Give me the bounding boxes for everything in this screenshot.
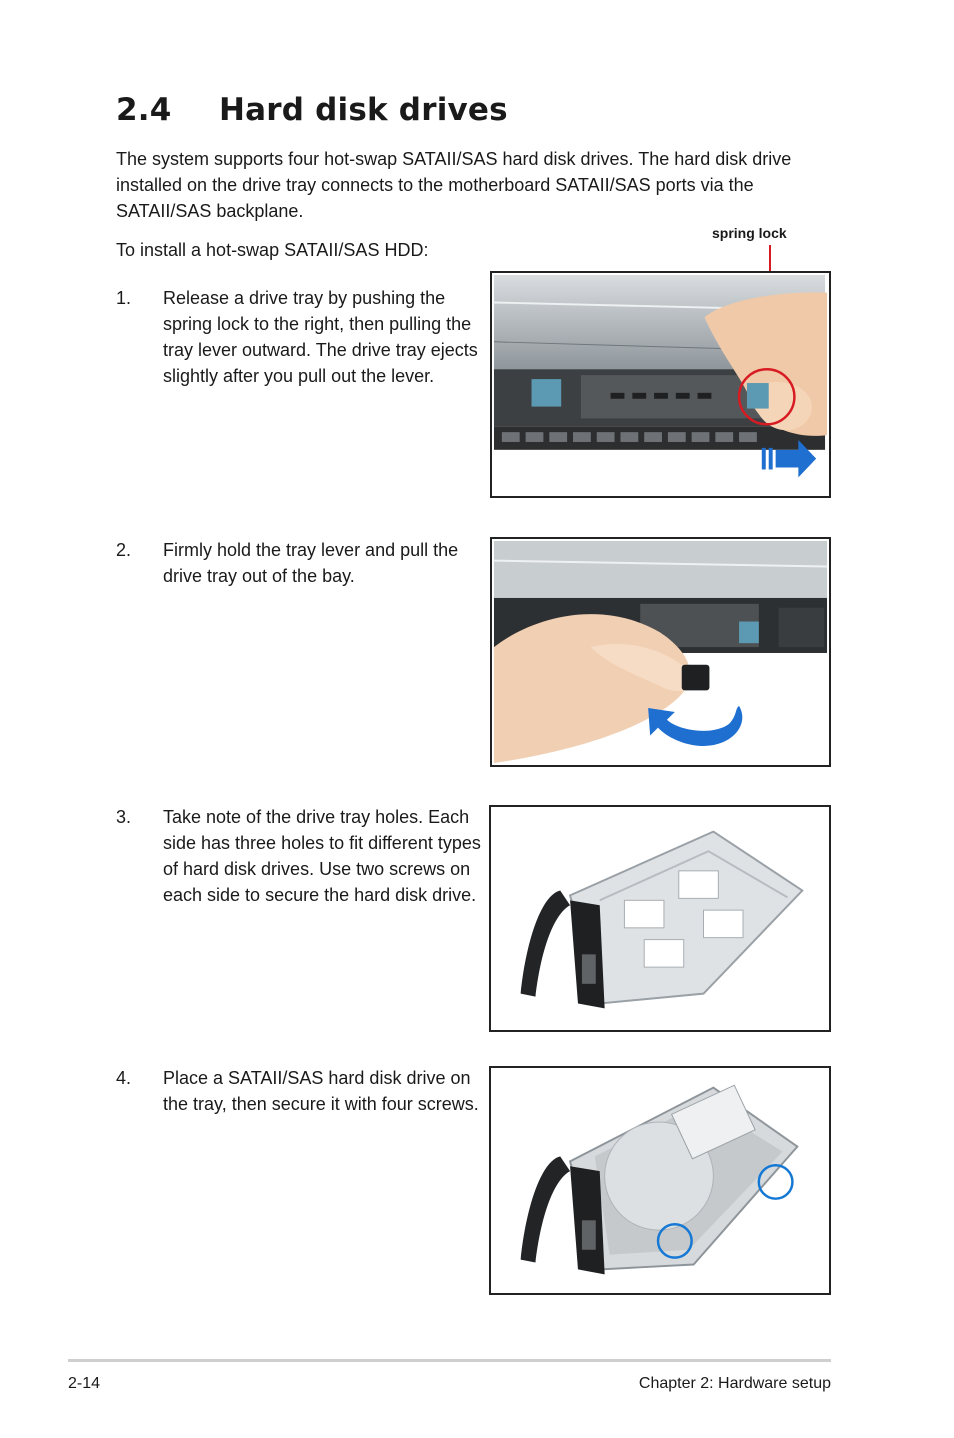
step-text: Release a drive tray by pushing the spring lock to the right, then pulling the tray lever outward. The drive tray ejects slightly after you pull out the lever. xyxy=(163,288,478,386)
step-number: 1. xyxy=(116,288,132,308)
section-title: Hard disk drives xyxy=(219,92,508,128)
step-text: Firmly hold the tray lever and pull the drive tray out of the bay. xyxy=(163,540,459,586)
step-text: Place a SATAII/SAS hard disk drive on the tray, then secure it with four screws. xyxy=(163,1068,479,1114)
step-number: 2. xyxy=(116,540,132,560)
step-number: 4. xyxy=(116,1068,132,1088)
spring-lock-callout-label: spring lock xyxy=(712,225,787,241)
photo-pull-drive-tray xyxy=(490,537,831,767)
photo-empty-drive-tray xyxy=(489,805,831,1032)
chapter-title: Chapter 2: Hardware setup xyxy=(638,1375,831,1392)
footer-rule xyxy=(68,1359,831,1362)
photo-release-drive-tray xyxy=(490,271,831,498)
step-number: 3. xyxy=(116,807,132,827)
lead-paragraph: To install a hot-swap SATAII/SAS HDD: xyxy=(116,240,429,260)
intro-paragraph: The system supports four hot-swap SATAII/SAS hard disk drives. The hard disk drive installed on the drive tray connects to the motherboard SATAII/SAS ports via the SATAII/SAS backplane. xyxy=(116,149,792,221)
page-number: 2-14 xyxy=(68,1375,101,1392)
section-number: 2.4 xyxy=(116,92,172,128)
section-heading xyxy=(116,92,508,128)
photo-drive-on-tray xyxy=(489,1066,831,1295)
step-text: Take note of the drive tray holes. Each side has three holes to fit different types of hard disk drives. Use two screws on each side to secure the hard disk drive. xyxy=(163,807,481,905)
